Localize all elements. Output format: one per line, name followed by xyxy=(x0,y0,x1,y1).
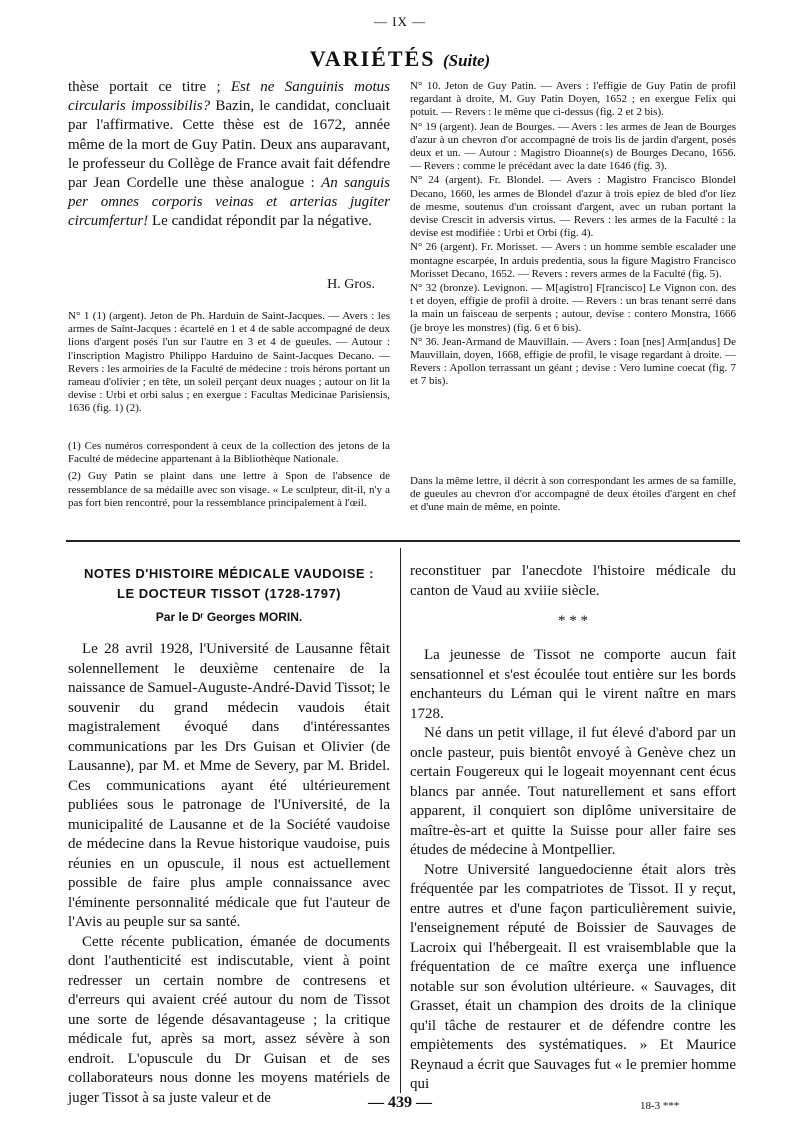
author-signature: H. Gros. xyxy=(327,277,375,292)
article-left-body xyxy=(68,640,390,1108)
article-paragraph-2: Cette récente publication, émanée de documents dont l'authenticité est indiscutable, vient à point redresser un certain nombre de contresens et d'erreurs qui avaient créé autour du nom de Tissot une sorte de légende désavantageuse ; la critique médicale fut, après sa mort, assez sévère à son endroit. L'opuscule du Dr Guisan et de ses collaborateurs nous donne les moyens matériels de juger Tissot à sa juste valeur et de xyxy=(68,933,390,1106)
article-byline: Par le Dʳ Georges MORIN. xyxy=(155,610,303,624)
item-19: N° 19 (argent). Jean de Bourges. — Avers : les armes de Jean de Bourges d'azur à un chevron d'or accompagné de trois lis de jardin d'argent, posés deux et un. — Autour : Magistro Dioanne(s) de Bourges Decano, 1656. — Revers : comme le précédant avec la date 1646 (fig. 3). xyxy=(410,120,736,173)
column-divider xyxy=(400,548,401,1093)
footnote-1: (1) Ces numéros correspondent à ceux de la collection des jetons de la Faculté de médecine appartenant à la Bibliothèque Nationale. xyxy=(68,440,390,466)
item-32: N° 32 (bronze). Levignon. — M[agistro] F[rancisco] Le Vignon con. des t et doyen, effigie de profil à droite. — Revers : un bras tenant serré dans la main un faisceau de serpents ; autour, devise : contero Monstra, 1666 (je broye les monstres) (fig. 6 et 6 bis). xyxy=(410,282,736,334)
footnote-2: (2) Guy Patin se plaint dans une lettre à Spon de l'absence de ressemblance de sa médaille avec son visage. « Le sculpteur, dit-il, n'y a pas fort bien rencontré, pour la ressemblance principalement à l'œil. xyxy=(68,470,390,509)
item-36: N° 36. Jean-Armand de Mauvillain. — Avers : Ioan [nes] Arm[andus] De Mauvillain, doyen, 1668, effigie de profil, le visage regardant à droite. — Revers : Apollon terrassant un géant ; devise : Vero lumine coecat (fig. 7 et 7 bis). xyxy=(410,335,736,388)
article-paragraph-3: La jeunesse de Tissot ne comporte aucun fait sensationnel et s'est écoulée tout entière sur les bords enchanteurs du Léman qui le virent naître en mars 1728. xyxy=(410,647,736,722)
footnotes xyxy=(68,440,390,511)
section-stars: * * * xyxy=(558,613,588,629)
article-title-line1: NOTES D'HISTOIRE MÉDICALE VAUDOISE : xyxy=(83,566,375,581)
section-title-main: VARIÉTÉS xyxy=(309,46,436,71)
item-list-left xyxy=(68,310,390,417)
article-right-body xyxy=(410,646,736,1095)
item-1: N° 1 (1) (argent). Jeton de Ph. Harduin de Saint-Jacques. — Avers : les armes de Saint-Jacques : écartelé en 1 et 4 de sable accompagné de deux lions d'argent posés l'un sur l'autre en 3 et 4 de gueules. — Autour : l'inscription Magistro Philippo Harduino de Saint-Jacques Decano. — Revers : les armoiries de la Faculté de médecine : trois hérons portant un rameau d'olivier ; en tête, un soleil perçant deux nuages ; autour on lit la devise : Urbi et orbi salus ; en exergue : Facultas Medicinae Parisiensis, 1636 (fig. 1) (2). xyxy=(68,310,390,415)
top-left-paragraph: thèse portait ce titre ; Est ne Sanguinis motus circularis impossibilis? Bazin, le candidat, concluait par l'affirmative. Cette thèse est de 1672, année même de la mort de Guy Patin. Deux ans auparavant, le professeur du Collège de France avait fait défendre par Jean Cordelle une thèse analogue : An sanguis per omnes corporis veinas et arterias jugiter circumfertur! Le candidat répondit par la négative. xyxy=(68,79,390,230)
item-10: N° 10. Jeton de Guy Patin. — Avers : l'effigie de Guy Patin de profil regardant à droite, M. Guy Patin Doyen, 1652 ; en exergue Felix qui potuit. — Revers : le même que ci-dessus (fig. 2 et 2 bis). xyxy=(410,80,736,119)
item-26: N° 26 (argent). Fr. Morisset. — Avers : un homme semble escalader une montagne escarpée, In arduis predentia, sous la figure Magistro Francisco Morisset Decano, 1652. — Revers : revers armes de la Faculté (fig. 5). xyxy=(410,241,736,280)
item-list-right xyxy=(410,80,736,390)
roman-page-number: — IX — xyxy=(373,14,427,29)
item-24: N° 24 (argent). Fr. Blondel. — Avers : Magistro Francisco Blondel Decano, 1660, les armes de Blondel d'azur à trois epiez de bled d'or liez de mesme, soutenus d'un croissant d'argent, avec un ruban portant la devise Crescit in adversis virtus. — Revers : les armes de la Faculté : la devise est modifiée : Urbi et Orbi (fig. 4). xyxy=(410,174,736,240)
section-title-suffix: (Suite) xyxy=(442,51,491,70)
footer-page-number: — 439 — xyxy=(368,1094,432,1111)
article-paragraph-1: Le 28 avril 1928, l'Université de Lausanne fêtait solennellement le deuxième centenaire de la naissance de Samuel-Auguste-André-David Tissot; le souvenir du grand médecin vaudois était magistralement évoqué dans d'intéressantes communications par les Drs Guisan et Olivier (de Lausanne), par M. et Mme de Severy, par M. Bridel. Ces communications ayant été ultérieurement publiées sous le patronage de l'Université, de la municipalité de Lausanne et de la Société vaudoise de médecine dans la Revue historique vaudoise, puis réunies en un opuscule, il nous est actuellement possible de faire plus ample connaissance avec l'éminente personnalité médicale que fut l'auteur de l'Avis au peuple sur sa santé. xyxy=(68,641,390,930)
article-title-line2: LE DOCTEUR TISSOT (1728-1797) xyxy=(117,586,341,601)
article-right-intro: reconstituer par l'anecdote l'histoire médicale du canton de Vaud au xviiie siècle. xyxy=(410,563,736,599)
section-divider xyxy=(66,540,740,542)
closing-note: Dans la même lettre, il décrit à son correspondant les armes de sa famille, de gueules au chevron d'or accompagné de deux étoiles d'argent en chef et d'une main de même, en pointe. xyxy=(410,475,736,514)
article-paragraph-5: Notre Université languedocienne était alors très fréquentée par les compatriotes de Tissot. Il y reçut, entre autres et d'une façon particulièrement suivie, l'enseignement réputé de Boissier de Sauvages de Lacroix qui l'hébergeait. Il est vraisemblable que la fréquentation de ce maître exerça une influence notable sur son évolution ultérieure. « Sauvages, dit Grasset, était un champion des droits de la clinique qu'il tâche de restaurer et de défendre contre les empiètements des systématiques. » Et Maurice Reynaud a écrit que Sauvages fut « le premier homme qui xyxy=(410,861,736,1092)
section-title xyxy=(0,46,800,72)
footer-signature-code: 18-3 *** xyxy=(640,1100,680,1112)
article-paragraph-4: Né dans un petit village, il fut élevé d'abord par un oncle pasteur, puis bientôt envoyé à Genève chez un certain Fougereux qui le logeait moyennant cent écus blancs par année. Tout naturellement et sans effort apparent, il conquiert son diplôme universitaire de maître-ès-art et quitte la Suisse pour aller faire ses études de médecine à Montpellier. xyxy=(410,725,736,858)
